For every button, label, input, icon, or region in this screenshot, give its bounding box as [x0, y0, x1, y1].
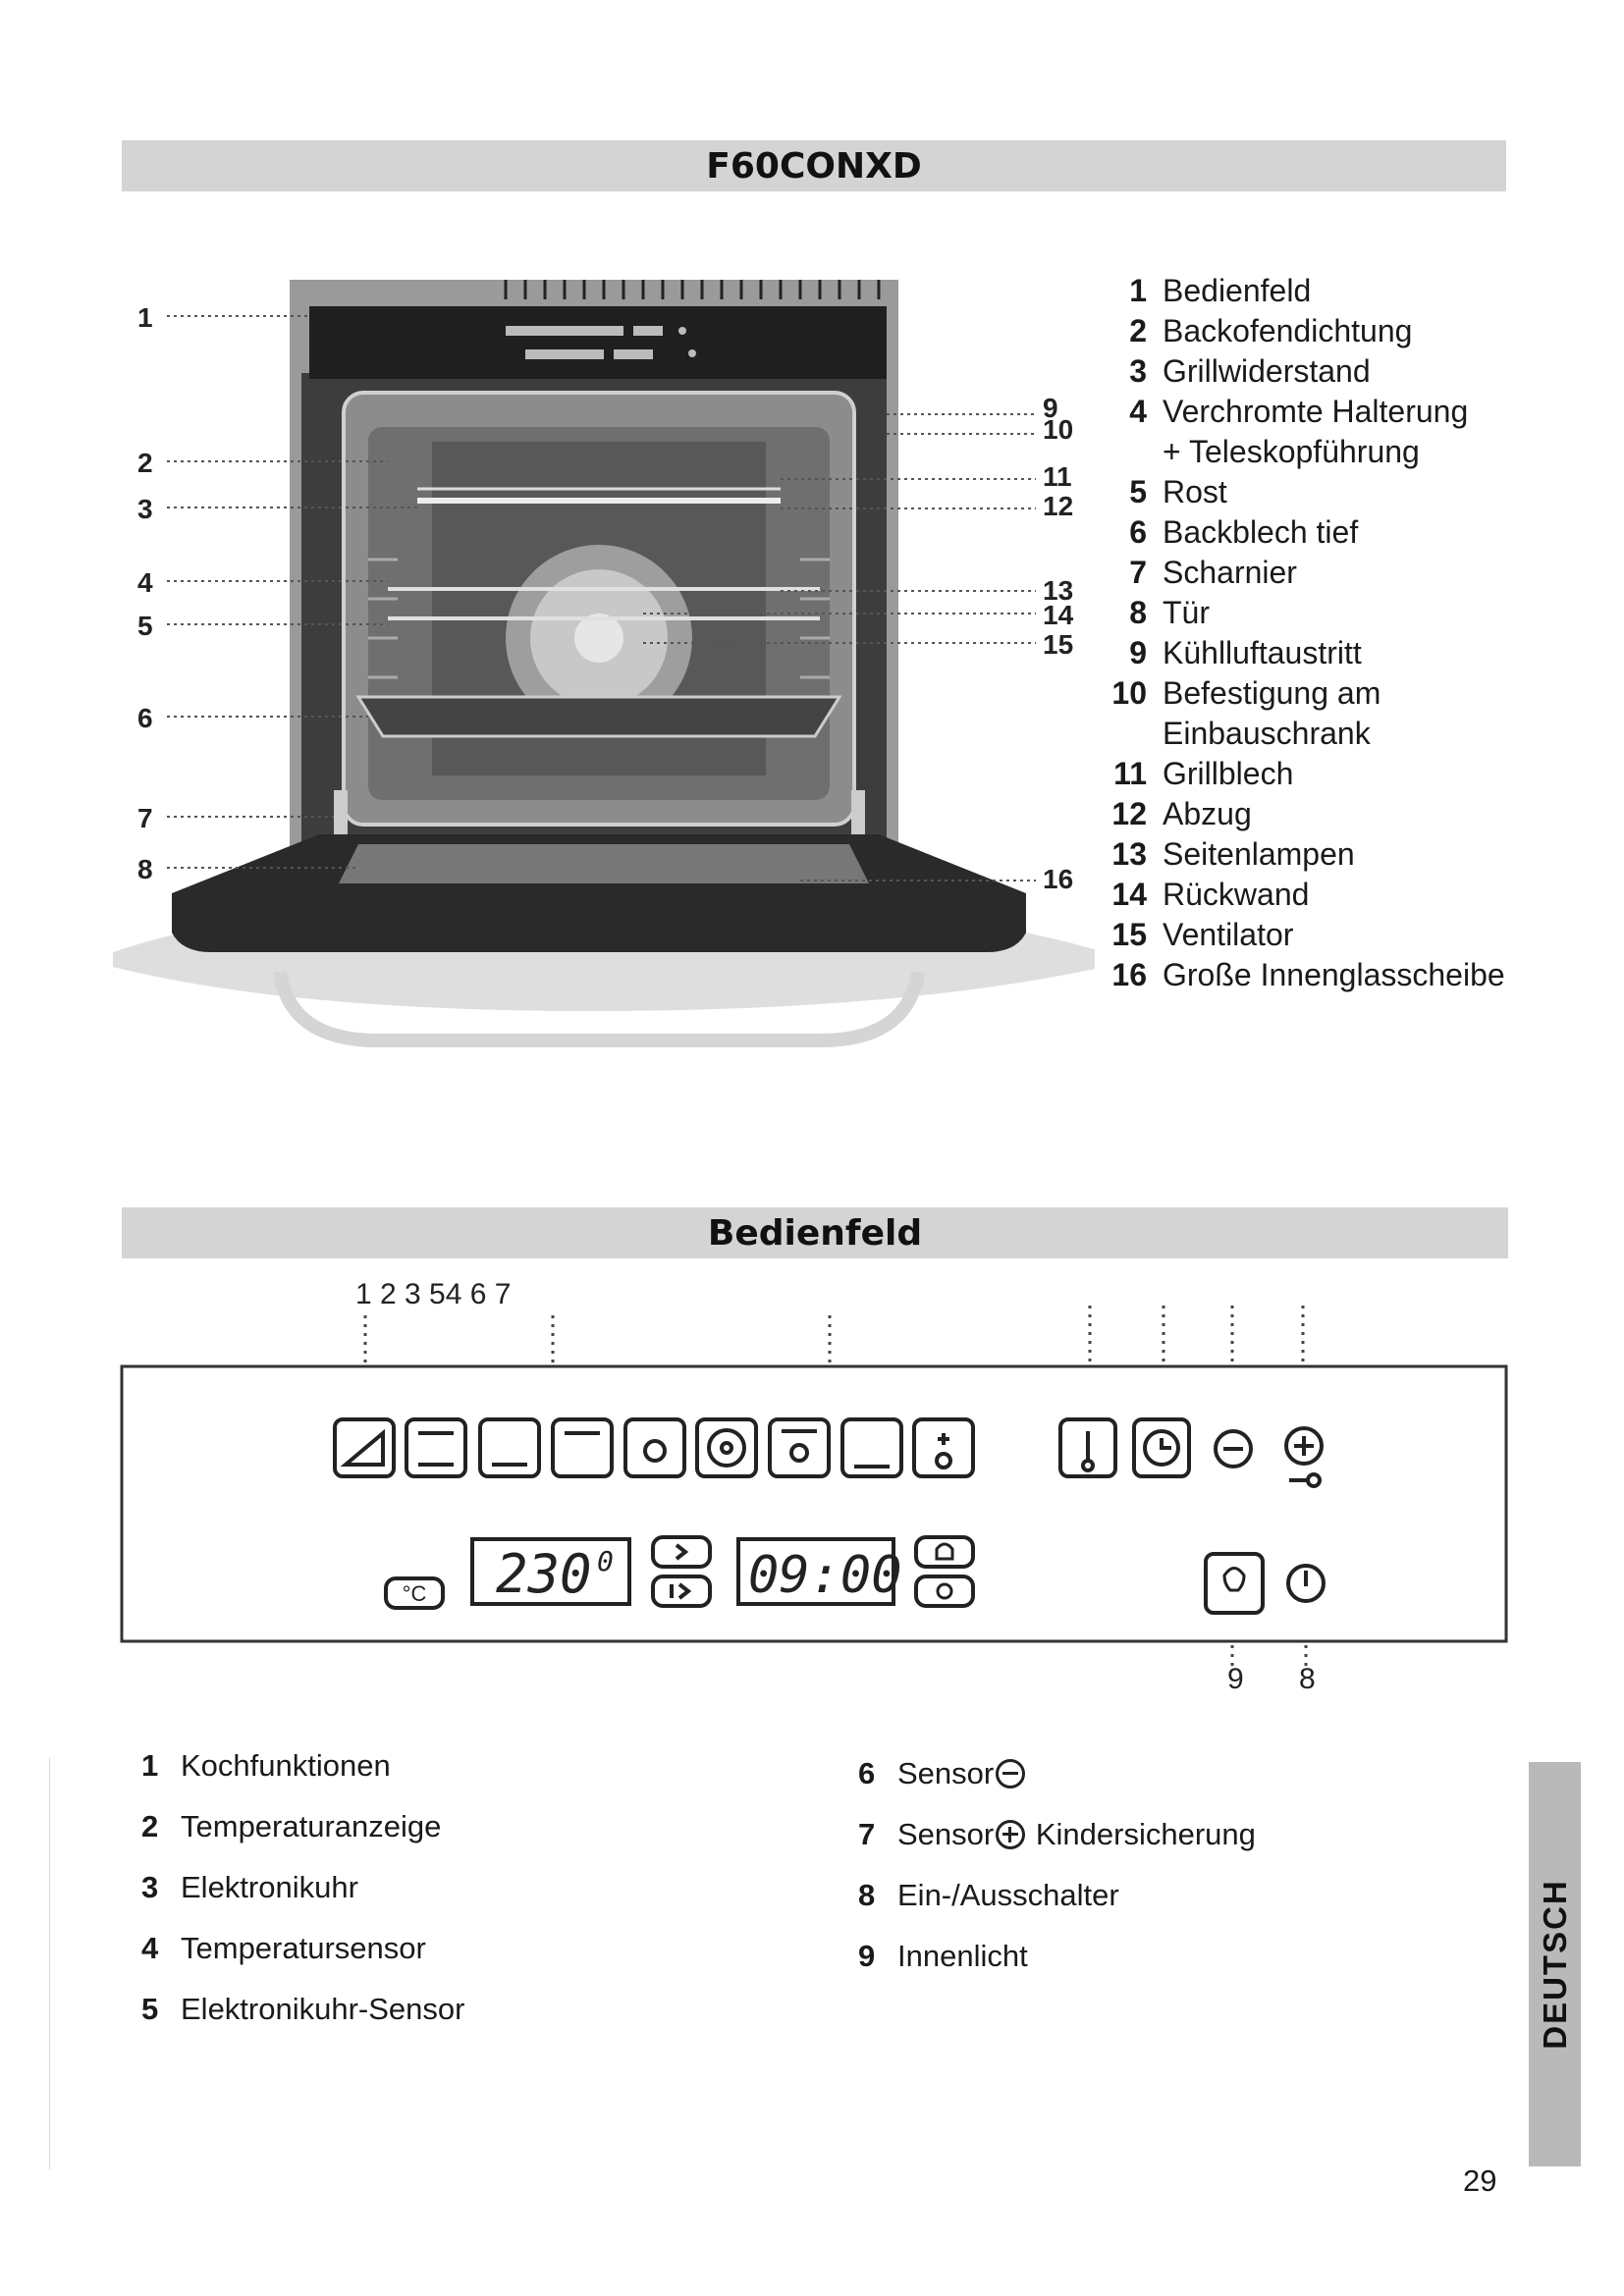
- timer-button: [916, 1576, 973, 1606]
- language-tab: [1529, 1762, 1581, 2166]
- legend-item: 3 Elektronikuhr: [141, 1870, 358, 1904]
- temperature-degree: 0: [597, 1545, 614, 1577]
- minus-circle-icon: [996, 1759, 1025, 1789]
- fan-grill-icon: [770, 1419, 829, 1476]
- clock-value: 09:00: [748, 1546, 902, 1605]
- legend-item: 1 Bedienfeld: [1129, 273, 1312, 308]
- bottom-number-8: 8: [1299, 1663, 1316, 1695]
- callout-12: 12: [1043, 491, 1074, 521]
- top-bottom-heat-icon: [406, 1419, 465, 1476]
- legend-item: 9 Innenlicht: [858, 1939, 1028, 1973]
- callout-15: 15: [1043, 629, 1074, 660]
- control-panel-diagram: [118, 1276, 1512, 1708]
- model-title-bar: [122, 140, 1506, 191]
- bell-button: [916, 1537, 973, 1567]
- callout-14: 14: [1043, 600, 1074, 630]
- legend-item: 13 Seitenlampen: [1111, 836, 1355, 872]
- bottom-heat-icon: [480, 1419, 539, 1476]
- fast-forward-button: [653, 1576, 710, 1606]
- light-button: [1206, 1554, 1263, 1613]
- legend-item: 2 Temperaturanzeige: [141, 1809, 442, 1843]
- callout-4: 4: [137, 567, 153, 598]
- bottom-number-9: 9: [1227, 1663, 1244, 1695]
- next-arrow-button: [653, 1537, 710, 1567]
- callout-10: 10: [1043, 414, 1074, 445]
- legend-item: 8 Ein-/Ausschalter: [858, 1878, 1119, 1912]
- legend-item: 1 Kochfunktionen: [141, 1748, 391, 1783]
- fan-top-heat-icon: [625, 1419, 684, 1476]
- callout-1: 1: [137, 302, 153, 333]
- callout-5: 5: [137, 611, 153, 641]
- legend-item: 14 Rückwand: [1111, 877, 1310, 912]
- legend-item: 7 Scharnier: [1129, 555, 1297, 590]
- callout-2: 2: [137, 448, 153, 478]
- panel-section-title: Bedienfeld: [707, 1213, 923, 1254]
- legend-item: 6 Backblech tief: [1129, 514, 1359, 550]
- legend-item: 11 Grillblech: [1113, 756, 1294, 791]
- callout-8: 8: [137, 854, 153, 884]
- legend-item: 16 Große Innenglasscheibe: [1111, 957, 1505, 992]
- panel-legend-right: [858, 1743, 1256, 1987]
- top-heat-icon: [553, 1419, 612, 1476]
- legend-item: 15 Ventilator: [1111, 917, 1294, 952]
- legend-item: 7 Sensor Kindersicherung: [858, 1817, 1256, 1851]
- panel-top-numbers: 1 2 3 54 6 7: [355, 1278, 512, 1310]
- callout-3: 3: [137, 494, 153, 524]
- language-label: DEUTSCH: [1536, 1879, 1573, 2050]
- temperature-value: 230: [496, 1543, 592, 1605]
- model-title: F60CONXD: [706, 146, 922, 187]
- legend-item: 6 Sensor: [858, 1743, 1256, 1804]
- legend-item: 4 Temperatursensor: [141, 1931, 426, 1965]
- legend-item: 8 Tür: [1129, 595, 1210, 630]
- hot-air-icon: [697, 1419, 756, 1476]
- plus-circle-icon: [996, 1820, 1025, 1849]
- panel-section-bar: [122, 1207, 1508, 1258]
- legend-item: 9 Kühlluftaustritt: [1129, 635, 1362, 670]
- celsius-label: °C: [402, 1581, 427, 1606]
- panel-legend-left: [141, 1735, 464, 2040]
- legend-item: 4 Verchromte Halterung: [1129, 394, 1469, 429]
- legend-item: 5 Elektronikuhr-Sensor: [141, 1992, 465, 2026]
- legend-item: 2 Backofendichtung: [1129, 313, 1413, 348]
- callout-11: 11: [1043, 461, 1072, 492]
- legend-item: 12 Abzug: [1111, 796, 1252, 831]
- margin-rule: [49, 1757, 50, 2169]
- callout-7: 7: [137, 803, 153, 833]
- legend-item: 3 Grillwiderstand: [1129, 353, 1371, 389]
- legend-item: Einbauschrank: [1163, 716, 1371, 751]
- legend-item: 10 Befestigung am: [1111, 675, 1381, 711]
- oven-illustration: [93, 265, 1095, 1050]
- callout-9: 9: [1043, 393, 1058, 423]
- callout-13: 13: [1043, 575, 1074, 606]
- oven-parts-legend: [1100, 271, 1505, 995]
- callout-16: 16: [1043, 864, 1074, 894]
- page-number: 29: [1463, 2163, 1497, 2198]
- legend-item: 5 Rost: [1129, 474, 1227, 509]
- legend-item: + Teleskopführung: [1163, 434, 1420, 469]
- callout-6: 6: [137, 703, 153, 733]
